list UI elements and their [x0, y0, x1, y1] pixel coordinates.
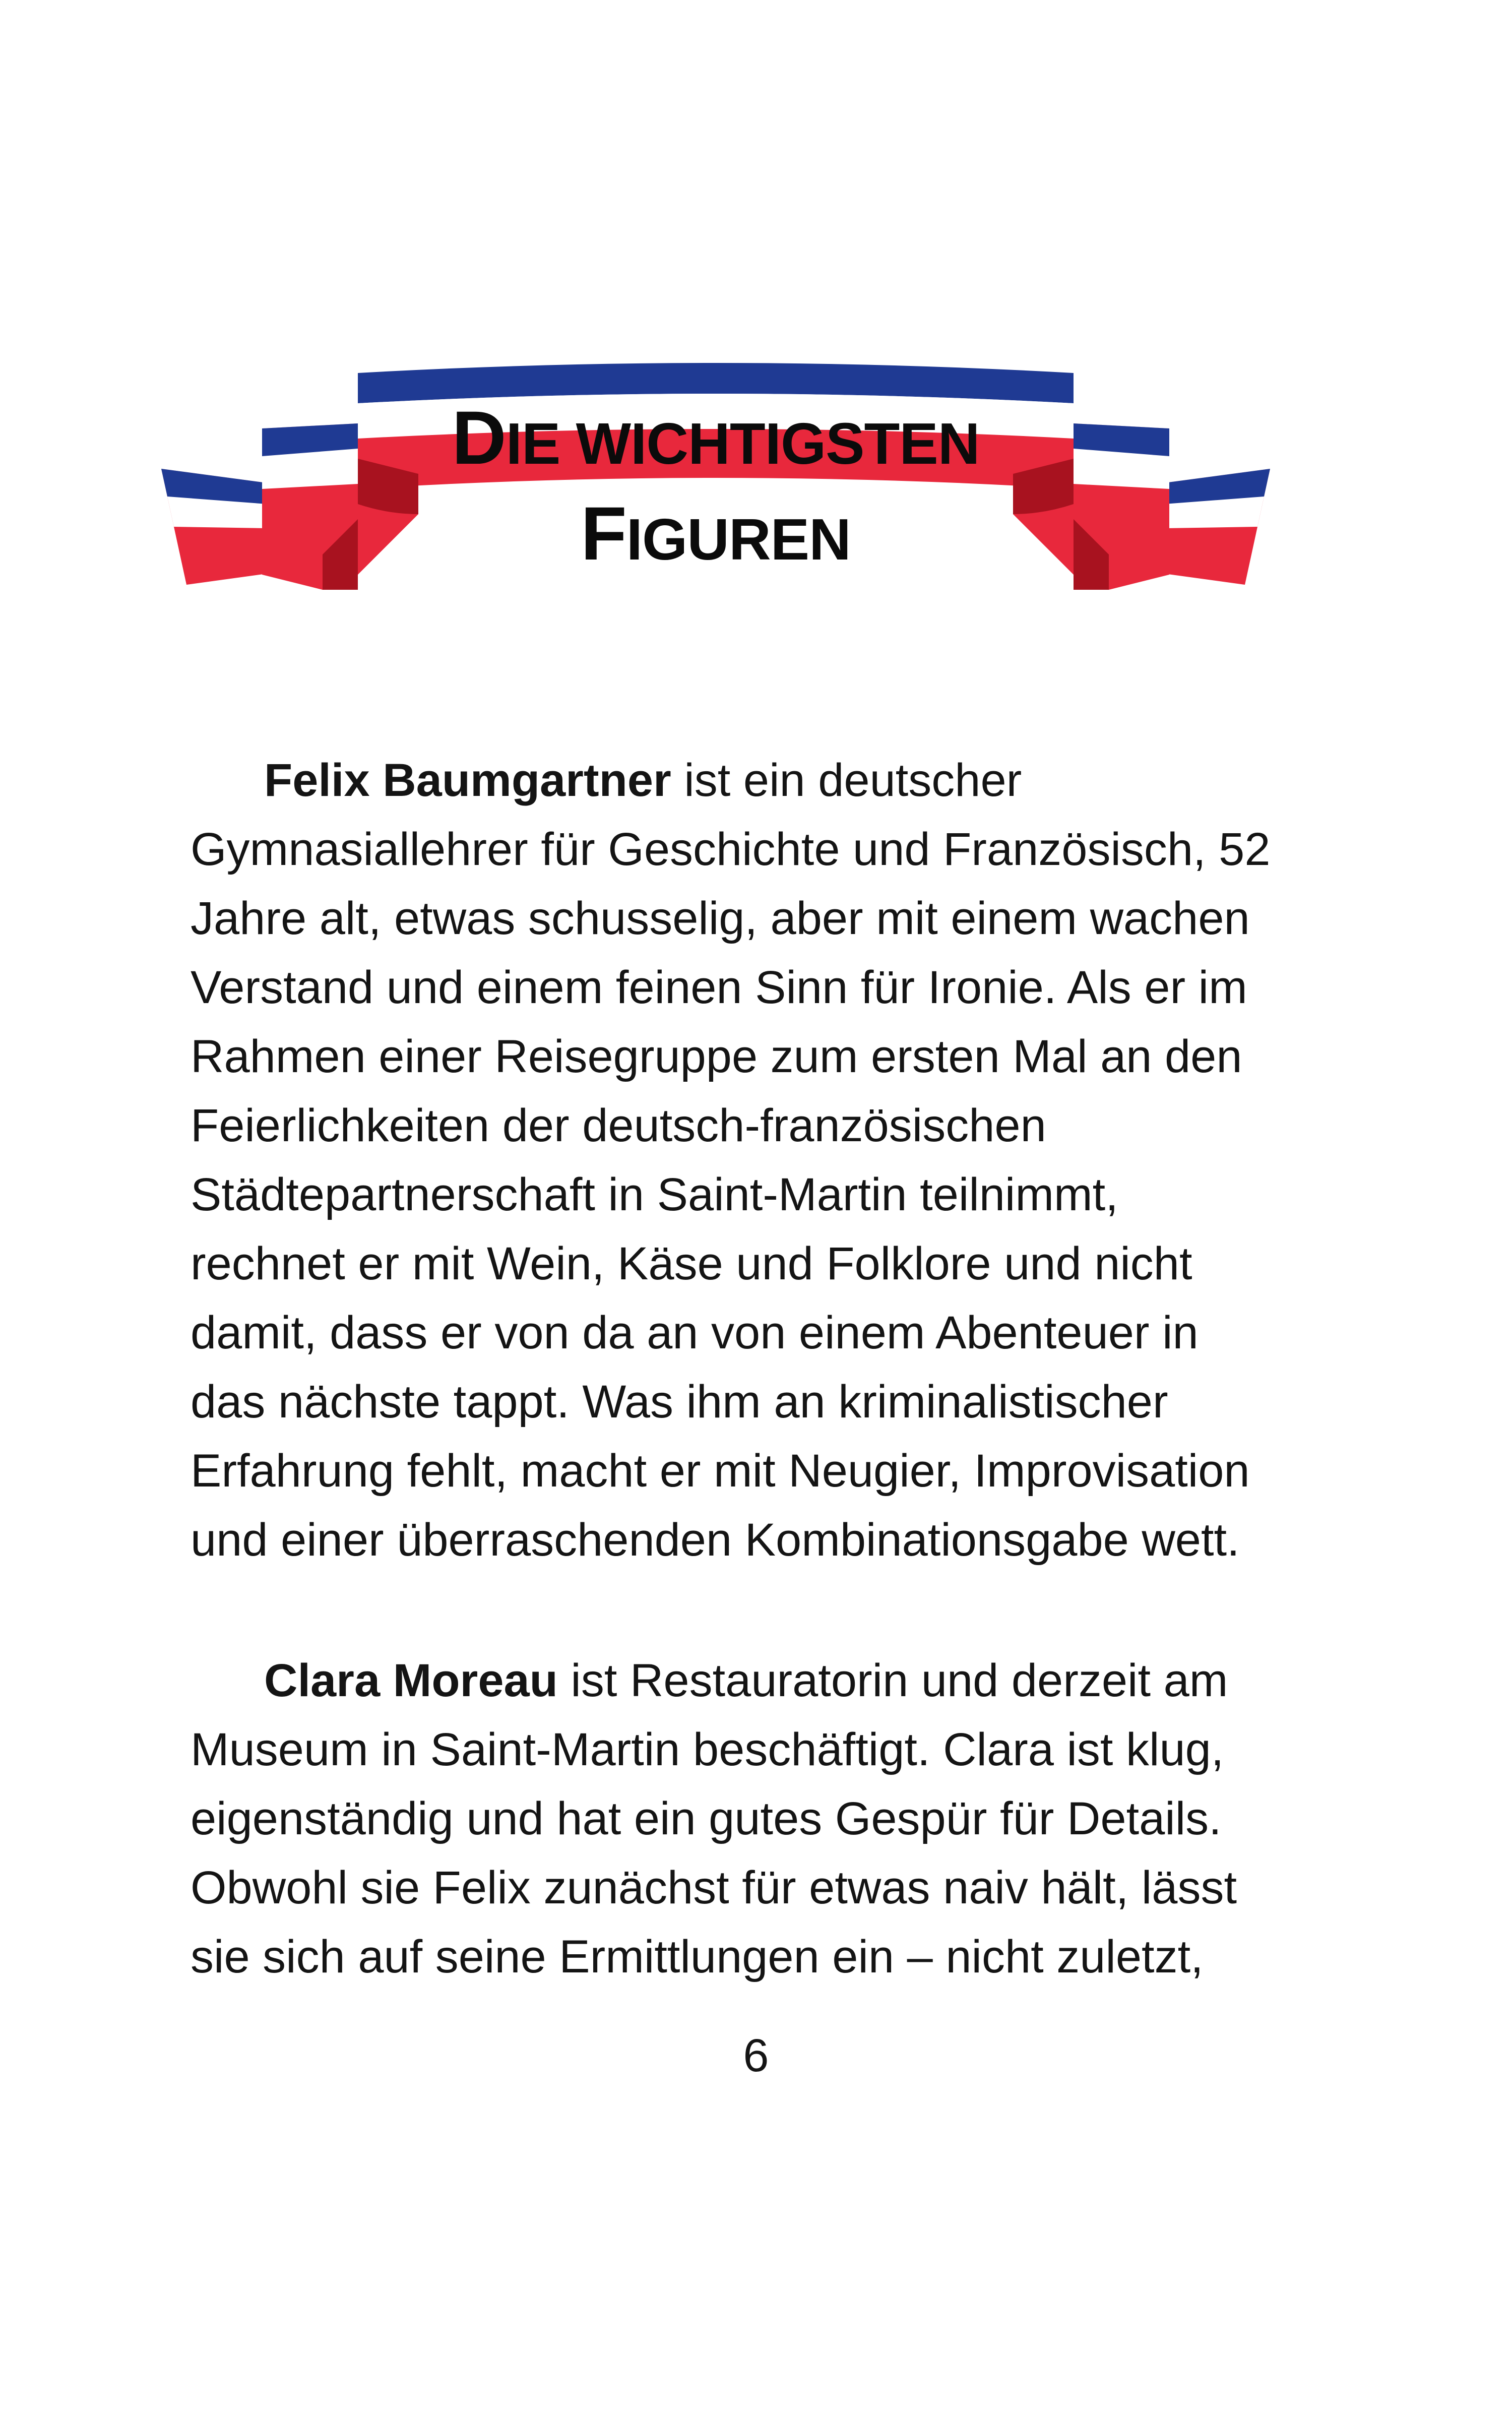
- paragraph-line: [191, 746, 1340, 815]
- paragraph-line: damit, dass er von da an von einem Abenteuer in: [191, 1307, 1199, 1358]
- paragraph-line: Feierlichkeiten der deutsch-französischen: [191, 1100, 1046, 1151]
- heading-line-1: [156, 392, 1275, 483]
- paragraph-line: eigenständig und hat ein gutes Gespür für Details.: [191, 1793, 1222, 1844]
- character-name: Felix Baumgartner: [264, 755, 671, 806]
- paragraph-line: Museum in Saint-Martin beschäftigt. Clara ist klug,: [191, 1724, 1224, 1775]
- paragraph-line: Verstand und einem feinen Sinn für Ironie. Als er im: [191, 962, 1247, 1013]
- paragraph-line-text: ist Restauratorin und derzeit am: [557, 1655, 1228, 1706]
- character-name: Clara Moreau: [264, 1655, 558, 1706]
- paragraph-line: Gymnasiallehrer für Geschichte und Französisch, 52: [191, 824, 1271, 875]
- heading-line-1-rest: IE WICHTIGSTEN: [506, 411, 980, 476]
- paragraph-line: Obwohl sie Felix zunächst für etwas naiv hält, lässt: [191, 1862, 1237, 1913]
- paragraph-line: sie sich auf seine Ermittlungen ein – nicht zuletzt,: [191, 1931, 1204, 1982]
- paragraph-line: Jahre alt, etwas schusselig, aber mit einem wachen: [191, 893, 1250, 944]
- paragraph-line: rechnet er mit Wein, Käse und Folklore und nicht: [191, 1238, 1192, 1289]
- paragraph-line: das nächste tappt. Was ihm an kriminalistischer: [191, 1376, 1168, 1428]
- paragraph-clara: [191, 1646, 1340, 1992]
- page-number: 6: [743, 2030, 769, 2081]
- paragraph-felix: [191, 746, 1340, 1575]
- paragraph-line: [191, 1646, 1340, 1715]
- paragraph-line: Städtepartnerschaft in Saint-Martin teilnimmt,: [191, 1169, 1118, 1220]
- paragraph-line: Erfahrung fehlt, macht er mit Neugier, Improvisation: [191, 1445, 1250, 1497]
- paragraph-line-text: ist ein deutscher: [671, 755, 1022, 806]
- paragraph-line: und einer überraschenden Kombinationsgabe wett.: [191, 1514, 1240, 1566]
- heading-line-2-initial: F: [581, 491, 626, 576]
- paragraph-line: Rahmen einer Reisegruppe zum ersten Mal an den: [191, 1031, 1242, 1082]
- heading-line-2-rest: IGUREN: [626, 507, 851, 572]
- heading-line-1-initial: D: [452, 395, 506, 480]
- heading-line-2: [156, 488, 1275, 579]
- chapter-heading-banner: [156, 353, 1275, 605]
